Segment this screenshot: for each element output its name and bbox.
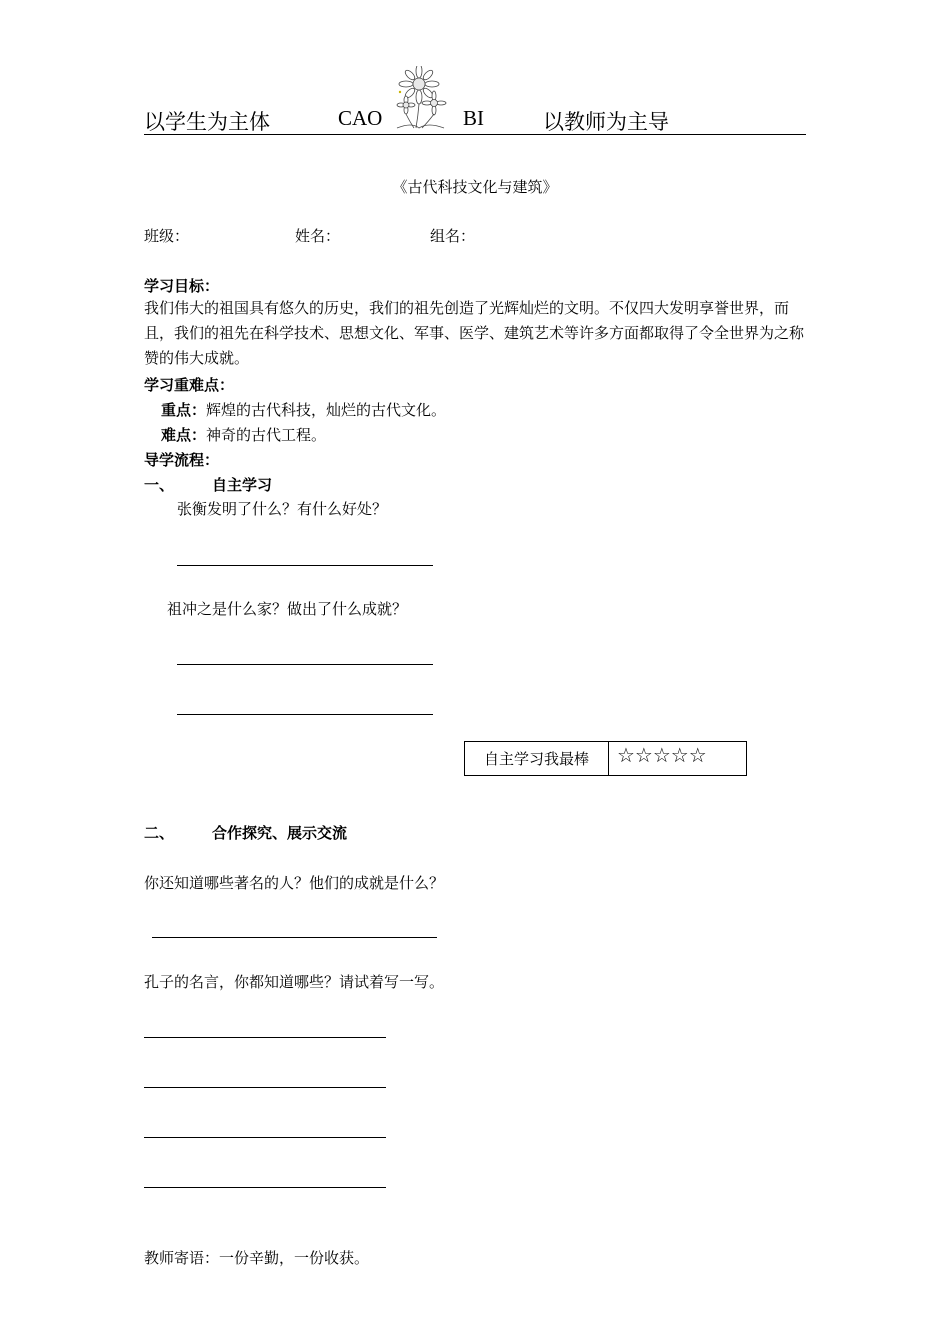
answer-blank[interactable] (177, 664, 433, 665)
goals-heading: 学习目标： (144, 277, 220, 295)
section2-number: 二、 (144, 824, 175, 842)
group-label: 组名： (430, 227, 476, 245)
section1-title: 自主学习 (212, 476, 273, 494)
document-title: 《古代科技文化与建筑》 (392, 178, 558, 196)
name-label: 姓名： (295, 227, 341, 245)
answer-blank[interactable] (144, 1087, 386, 1088)
answer-blank[interactable] (144, 1037, 386, 1038)
header-right-motto: 以教师为主导 (543, 110, 669, 134)
key-points-heading: 学习重难点： (144, 376, 235, 394)
self-rating-table (464, 741, 747, 776)
answer-blank[interactable] (177, 565, 433, 566)
goals-text: 我们伟大的祖国具有悠久的历史，我们的祖先创造了光辉灿烂的文明。不仅四大发明享誉世界，而且，我们的祖先在科学技术、思想文化、军事、医学、建筑艺术等许多方面都取得了令全世界为之称赞的伟大成就。 (144, 299, 805, 367)
focus-line (161, 399, 446, 420)
question-zuchongzhi: 祖冲之是什么家？做出了什么成就？ (167, 600, 408, 618)
answer-blank[interactable] (177, 714, 433, 715)
star-rating[interactable]: ☆☆☆☆☆ (617, 743, 707, 767)
process-heading: 导学流程： (144, 451, 220, 469)
question-zhangheng: 张衡发明了什么？有什么好处？ (177, 500, 388, 518)
difficulty-line (161, 424, 326, 445)
header-rule (144, 134, 806, 135)
question-famous-people: 你还知道哪些著名的人？他们的成就是什么？ (144, 874, 445, 892)
teacher-note: 教师寄语：一份辛勤，一份收获。 (144, 1249, 370, 1267)
question-confucius: 孔子的名言，你都知道哪些？请试着写一写。 (144, 973, 445, 991)
header-left-motto: 以学生为主体 (144, 110, 270, 134)
difficulty-text: 神奇的古代工程。 (206, 426, 327, 444)
difficulty-label: 难点： (161, 426, 207, 444)
answer-blank[interactable] (144, 1187, 386, 1188)
section1-number: 一、 (144, 476, 175, 494)
focus-text: 辉煌的古代科技，灿烂的古代文化。 (206, 401, 447, 419)
answer-blank[interactable] (152, 937, 437, 938)
header-cao: CAO (338, 106, 383, 130)
answer-blank[interactable] (144, 1137, 386, 1138)
class-label: 班级： (144, 227, 190, 245)
section2-title: 合作探究、展示交流 (212, 824, 348, 842)
header-bi: BI (463, 106, 484, 130)
daisy-flower-logo (392, 66, 450, 130)
focus-label: 重点： (161, 401, 207, 419)
self-rating-label: 自主学习我最棒 (465, 742, 609, 775)
